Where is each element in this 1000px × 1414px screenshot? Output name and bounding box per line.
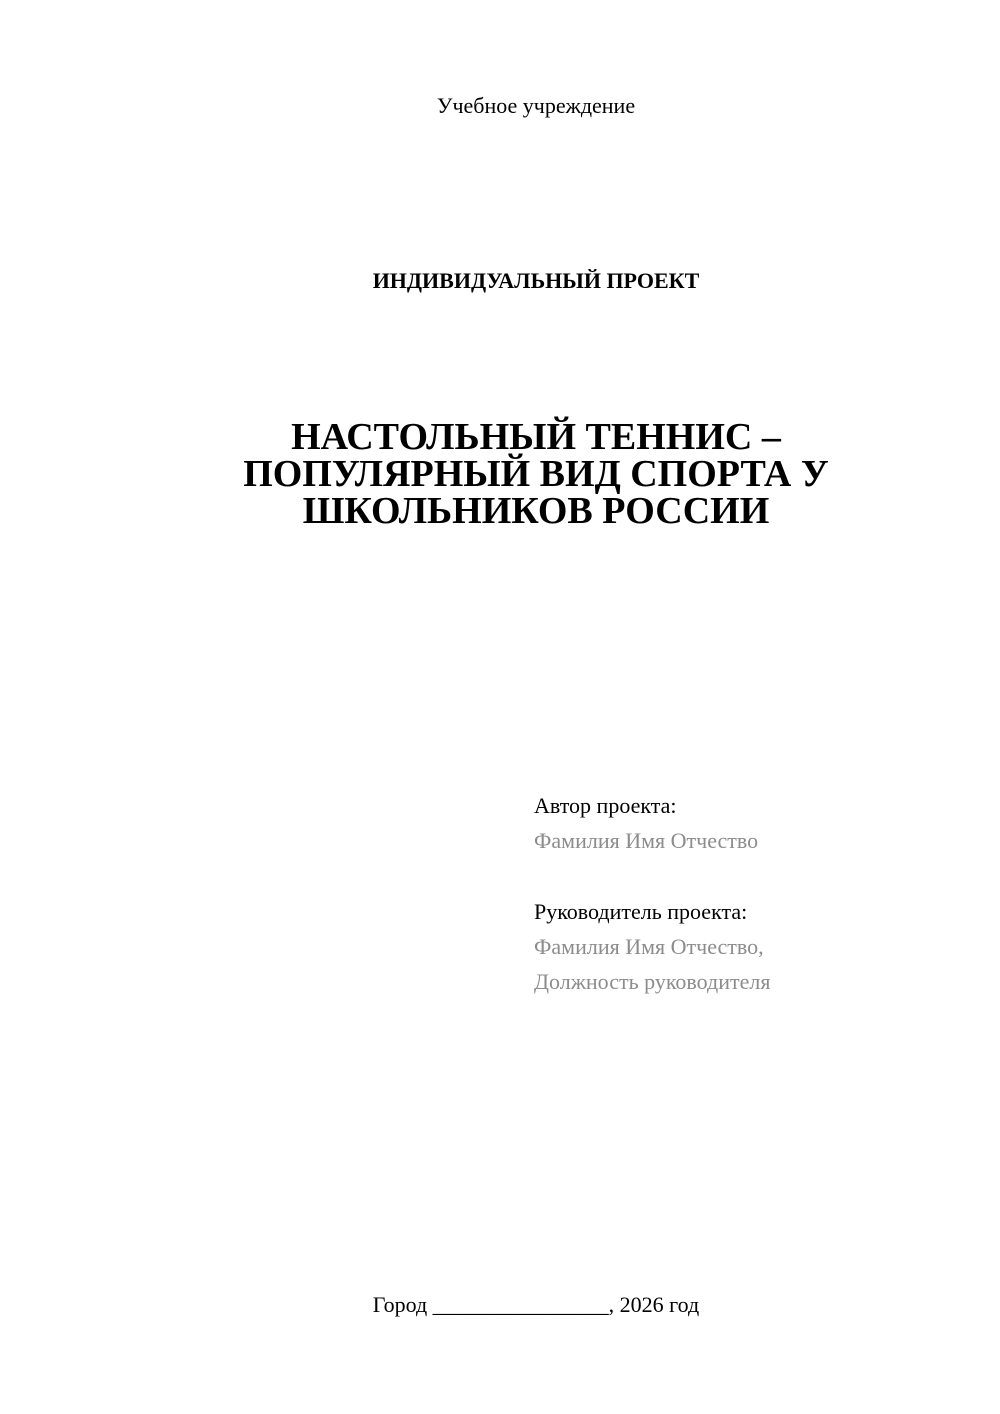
supervisor-label: Руководитель проекта: [534,899,748,924]
project-title-line: ШКОЛЬНИКОВ РОССИИ [302,490,770,532]
supervisor-position: Должность руководителя [534,969,771,994]
city-year-line: Город ________________, 2026 год [372,1292,700,1317]
document-type: ИНДИВИДУАЛЬНЫЙ ПРОЕКТ [372,268,700,293]
project-title [200,416,872,532]
spacer [534,858,974,894]
supervisor-name: Фамилия Имя Отчество, [534,934,764,959]
author-label: Автор проекта: [534,793,677,818]
author-name: Фамилия Имя Отчество [534,828,759,853]
project-title-line: ПОПУЛЯРНЫЙ ВИД СПОРТА У [243,453,829,495]
credits-block [534,788,974,999]
institution-name: Учебное учреждение [436,93,636,118]
project-title-line: НАСТОЛЬНЫЙ ТЕННИС – [291,416,781,458]
